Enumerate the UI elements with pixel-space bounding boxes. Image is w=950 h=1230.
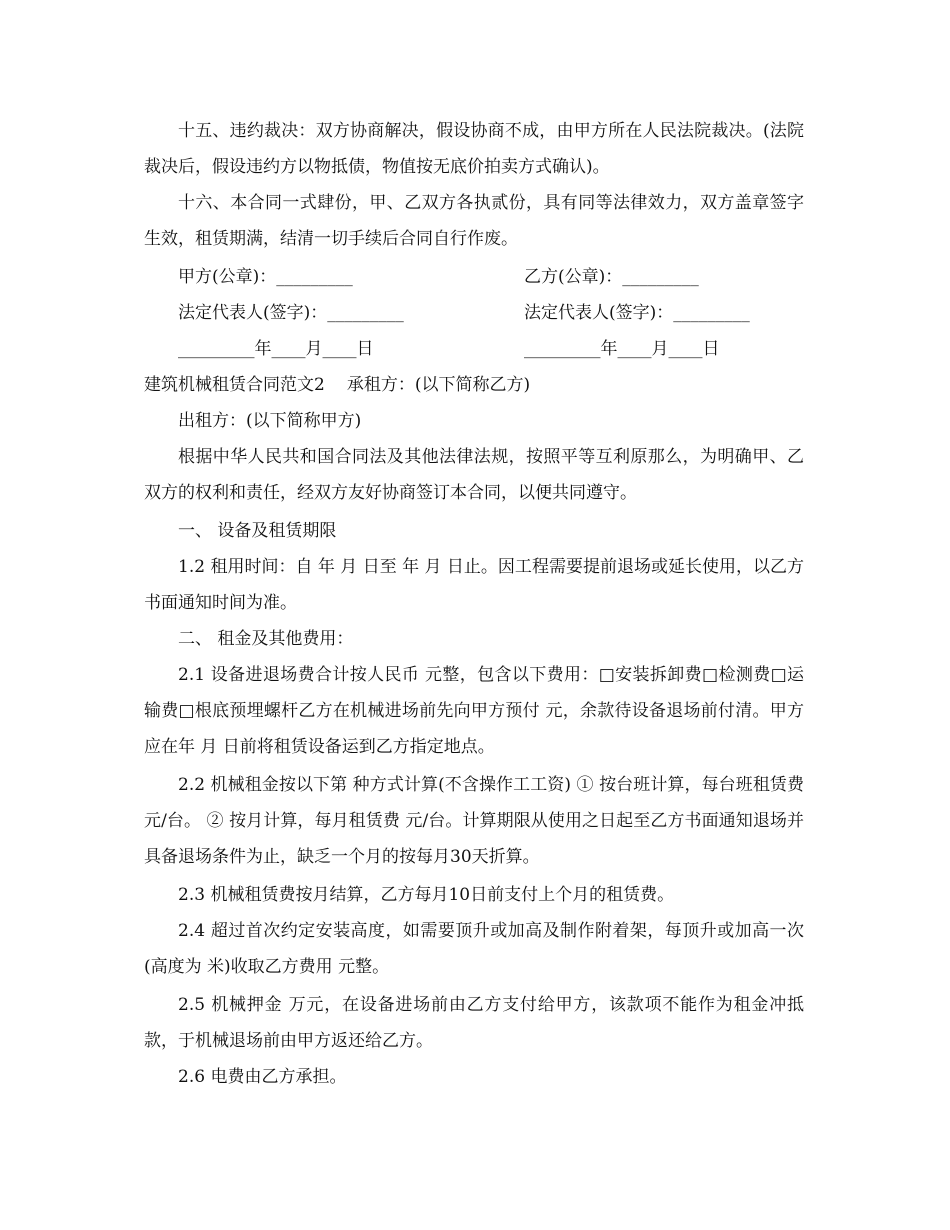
item-2-6: 2.6 电费由乙方承担。 — [178, 1067, 347, 1087]
contract2-title-row — [144, 367, 530, 403]
lessor-line: 出租方：(以下简称甲方) — [178, 411, 362, 431]
party-b-date: _________年____月____日 — [524, 339, 720, 359]
lessee-line: 承租方：(以下简称乙方) — [346, 375, 531, 395]
section-2-heading: 二、 租金及其他费用： — [178, 629, 354, 649]
item-1-2: 1.2 租用时间：自 年 月 日至 年 月 日止。因工程需要提前退场或延长使用，以乙方书面通知时间为准。 — [144, 557, 804, 613]
party-b-representative: 法定代表人(签字)：_________ — [524, 303, 750, 323]
item-2-2: 2.2 机械租金按以下第 种方式计算(不含操作工工资) ① 按台班计算，每台班租赁费 元/台。 ② 按月计算，每月租赁费 元/台。计算期限从使用之日起至乙方书面通知退场并具备退场条件为止，缺乏一个月的按每月30天折算。 — [144, 775, 804, 867]
item-2-1: 2.1 设备进退场费合计按人民币 元整，包含以下费用：□安装拆卸费□检测费□运输费□根底预埋螺杆乙方在机械进场前先向甲方预付 元，余款待设备退场前付清。甲方应在年 月 日前将租赁设备运到乙方指定地点。 — [144, 665, 804, 757]
item-2-3: 2.3 机械租赁费按月结算，乙方每月10日前支付上个月的租赁费。 — [178, 885, 675, 905]
item-2-5: 2.5 机械押金 万元，在设备进场前由乙方支付给甲方，该款项不能作为租金冲抵款，于机械退场前由甲方返还给乙方。 — [144, 995, 804, 1051]
party-b-seal: 乙方(公章)：_________ — [524, 267, 699, 287]
clause-16: 十六、本合同一式肆份，甲、乙双方各执贰份，具有同等法律效力，双方盖章签字生效，租赁期满，结清一切手续后合同自行作废。 — [144, 193, 804, 249]
clause-15: 十五、违约裁决：双方协商解决，假设协商不成，由甲方所在人民法院裁决。(法院裁决后，假设违约方以物抵债，物值按无底价拍卖方式确认)。 — [144, 121, 804, 177]
intro-paragraph: 根据中华人民共和国合同法及其他法律法规，按照平等互利原那么，为明确甲、乙双方的权利和责任，经双方友好协商签订本合同，以便共同遵守。 — [144, 447, 804, 503]
item-2-4: 2.4 超过首次约定安装高度，如需要顶升或加高及制作附着架，每顶升或加高一次(高度为 米)收取乙方费用 元整。 — [144, 921, 804, 977]
party-a-representative: 法定代表人(签字)：_________ — [178, 303, 404, 323]
contract2-title: 建筑机械租赁合同范文2 — [144, 375, 325, 395]
party-a-date: _________年____月____日 — [178, 339, 374, 359]
section-1-heading: 一、 设备及租赁期限 — [178, 521, 337, 541]
party-a-seal: 甲方(公章)：_________ — [178, 267, 353, 287]
